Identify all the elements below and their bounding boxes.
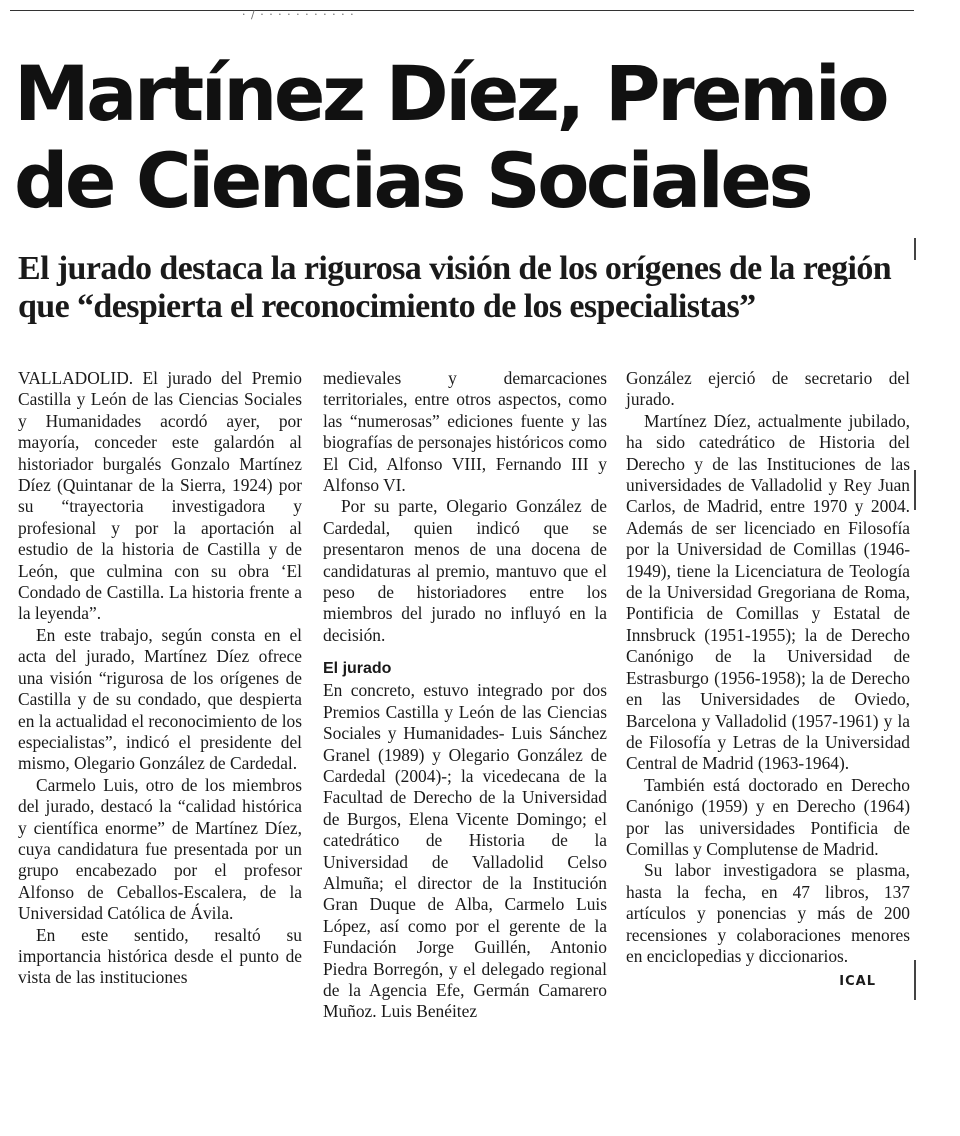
article-body xyxy=(18,368,918,1108)
section-title: El jurado xyxy=(323,660,392,678)
dateline: · / · · · · · · · · · · · xyxy=(242,8,355,21)
subheadline-line-1: El jurado destaca la rigurosa visión de los orígenes de la región xyxy=(18,250,892,287)
scan-edge-mark xyxy=(914,238,916,260)
paragraph: Por su parte, Olegario González de Cardedal, quien indicó que se presentaron menos de una docena de candidaturas al premio, mantuvo que el peso de historiadores entre los miembros del jurado no influyó en la decisión. xyxy=(323,496,607,645)
paragraph: medievales y demarcaciones territoriales, entre otros aspectos, como las “numerosas” ediciones fuente y las biografías de personajes históricos como El Cid, Alfonso VIII, Fernando III y Alfonso VI. xyxy=(323,368,607,496)
subheadline-line-2: que “despierta el reconocimiento de los especialistas” xyxy=(18,288,756,325)
paragraph: VALLADOLID. El jurado del Premio Castilla y León de las Ciencias Sociales y Humanidades acordó ayer, por mayoría, conceder este galardón al historiador burgalés Gonzalo Martínez Díez (Quintanar de la Sierra, 1924) por su “trayectoria investigadora y profesional y por la aportación al estudio de la historia de Castilla y de León, que culmina con su obra ‘El Condado de Castilla. La historia frente a la leyenda”. xyxy=(18,368,302,624)
paragraph: En concreto, estuvo integrado por dos Premios Castilla y León de las Ciencias Sociales y Humanidades- Luis Sánchez Granel (1989) y Olegario González de Cardedal (2004)-; la vicedecana de la Facultad de Derecho de la Universidad de Burgos, Elena Vicente Domingo; el catedrático de Historia de la Universidad de Valladolid Celso Almuña; el director de la Institución Gran Duque de Alba, Carmelo Luis López, así como por el gerente de la Fundación Jorge Guillén, Antonio Piedra Borregón, y el delegado regional de la Agencia Efe, Germán Camarero Muñoz. Luis Benéitez xyxy=(323,680,607,1022)
paragraph: También está doctorado en Derecho Canónigo (1959) y en Derecho (1964) por las universidades Pontificia de Comillas y Complutense de Madrid. xyxy=(626,774,910,859)
paragraph: En este sentido, resaltó su importancia histórica desde el punto de vista de las instituciones xyxy=(18,924,302,988)
paragraph: Martínez Díez, actualmente jubilado, ha sido catedrático de Historia del Derecho y de las Instituciones de las universidades de Valladolid y Rey Juan Carlos, de Madrid, entre 1970 y 2004. Además de ser licenciado en Filosofía por la Universidad de Comillas (1946-1949), tiene la Licenciatura de Teología de la Universidad Gregoriana de Roma, Pontificia de Comillas y Estatal de Innsbruck (1951-1955); la de Derecho Canónigo de la Universidad de Estrasburgo (1956-1958); la de Derecho en las Universidades de Oviedo, Barcelona y Valladolid (1957-1961) y la de Filosofía y Letras de la Universidad Central de Madrid (1963-1964). xyxy=(626,410,910,774)
top-rule xyxy=(10,8,914,21)
headline-line-2: de Ciencias Sociales xyxy=(14,136,811,225)
column-3 xyxy=(626,368,910,993)
paragraph: Carmelo Luis, otro de los miembros del jurado, destacó la “calidad histórica y científica enorme” de Martínez Díez, cuya candidatura fue presentada por un grupo encabezado por el profesor Alfonso de Ceballos-Escalera, de la Universidad Católica de Ávila. xyxy=(18,774,302,924)
column-2 xyxy=(323,368,607,1023)
paragraph: Su labor investigadora se plasma, hasta la fecha, en 47 libros, 137 artículos y ponencias y más de 200 recensiones y colaboraciones menores en enciclopedias y diccionarios. xyxy=(626,860,910,966)
author-signature: ICAL xyxy=(839,974,876,990)
subheadline xyxy=(18,250,918,326)
headline-line-1: Martínez Díez, Premio xyxy=(14,49,887,138)
column-1 xyxy=(18,368,302,989)
paragraph: En este trabajo, según consta en el acta del jurado, Martínez Díez ofrece una visión “rigurosa de los orígenes de Castilla y de su condado, que despierta en la actualidad el reconocimiento de los especialistas”, indicó el presidente del mismo, Olegario González de Cardedal. xyxy=(18,624,302,774)
paragraph: González ejerció de secretario del jurado. xyxy=(626,368,910,410)
headline xyxy=(14,50,914,224)
